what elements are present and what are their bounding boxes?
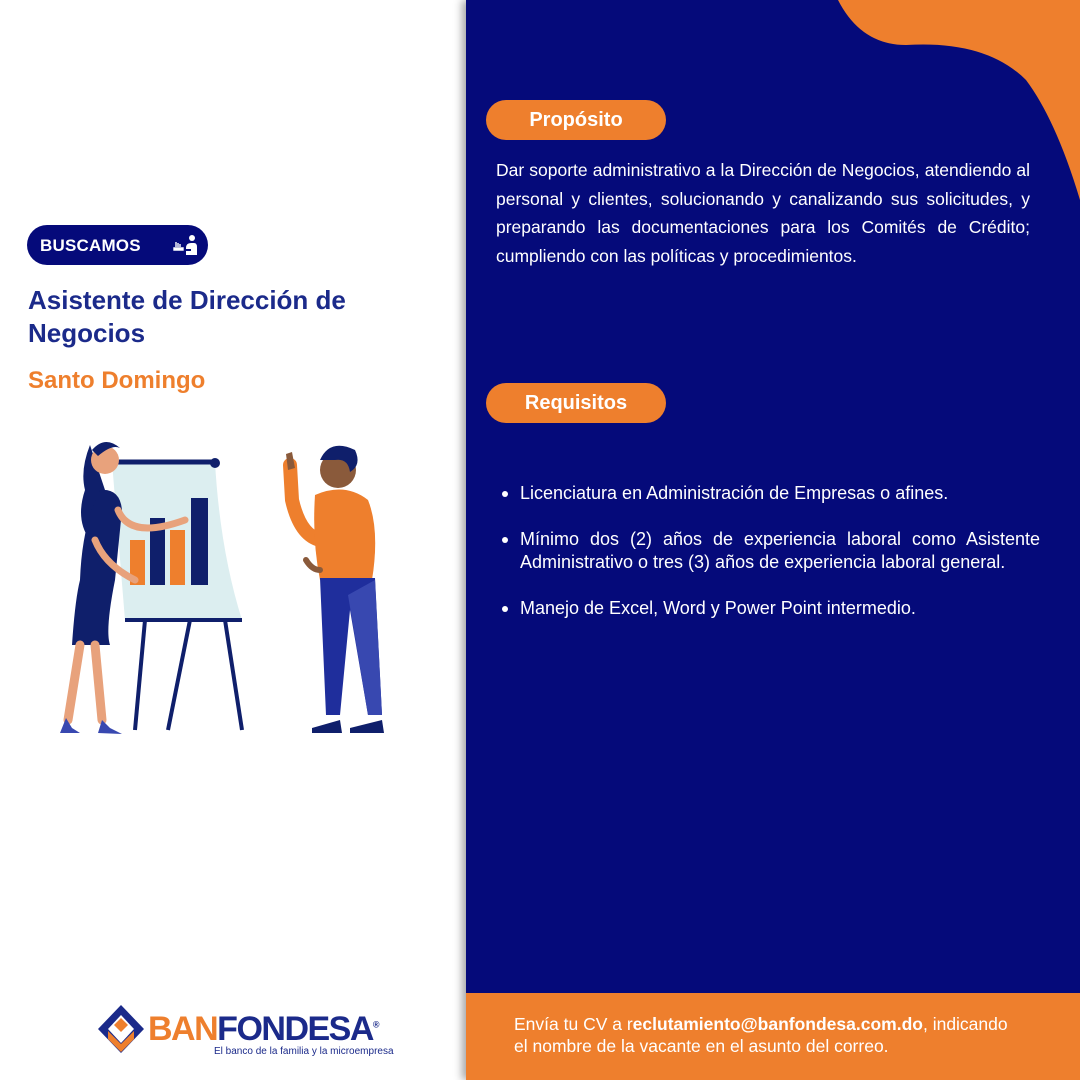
list-item: Mínimo dos (2) años de experiencia laboral como Asistente Administrativo o tres (3) años de experiencia laboral general. [496, 528, 1040, 574]
person-at-desk-icon [173, 234, 199, 256]
logo-wordmark: BANFONDESA® [148, 1010, 379, 1048]
email-link[interactable]: eclutamiento@banfondesa.com.do [632, 1014, 923, 1034]
proposito-text: Dar soporte administrativo a la Dirección de Negocios, atendiendo al personal y clientes, solucionando y canalizando sus solicitudes, y preparando las documentaciones para los Comités de Crédito; cumpliendo con las políticas y procedimientos. [496, 160, 1030, 266]
list-item: Manejo de Excel, Word y Power Point intermedio. [496, 597, 1040, 620]
right-panel [466, 0, 1080, 1080]
logo-tagline: El banco de la familia y la microempresa [214, 1046, 394, 1057]
buscamos-badge [27, 225, 208, 265]
footer-contact [466, 993, 1080, 1080]
presentation-illustration [50, 430, 390, 740]
job-location: Santo Domingo [28, 367, 206, 394]
list-item: Licenciatura en Administración de Empresas o afines. [496, 482, 1040, 505]
footer-text: Envía tu CV a reclutamiento@banfondesa.com.do, indicando el nombre de la vacante en el asunto del correo. [514, 1014, 1008, 1056]
job-title: Asistente de Dirección de Negocios [28, 285, 346, 348]
banfondesa-logo-icon [96, 1003, 146, 1055]
proposito-heading: Propósito [486, 100, 666, 140]
left-panel [0, 0, 466, 1080]
badge-label: BUSCAMOS [40, 236, 141, 255]
requisitos-heading: Requisitos [486, 383, 666, 423]
requisitos-list [496, 482, 1040, 643]
